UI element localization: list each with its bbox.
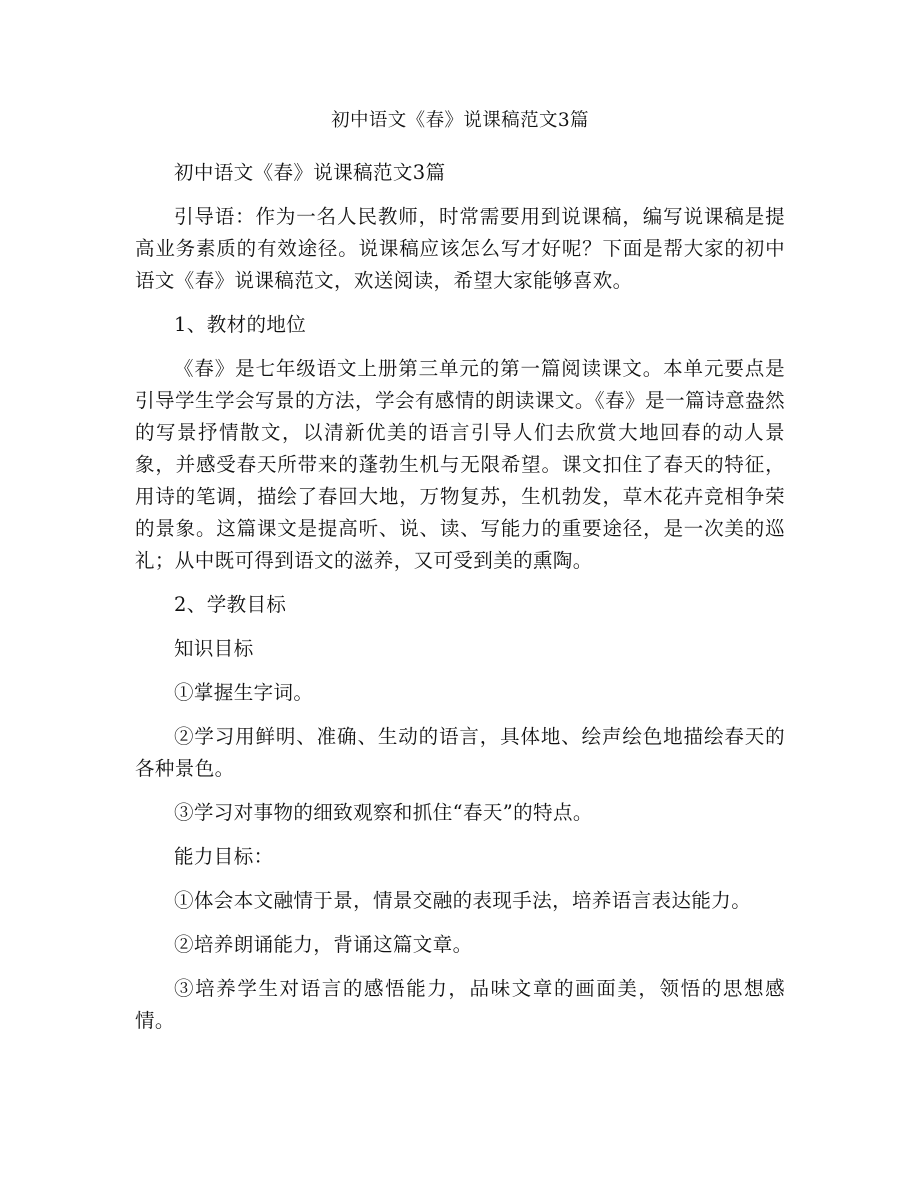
section-heading-2: 2、学教目标 — [174, 593, 287, 616]
knowledge-goal-item-2: ②学习用鲜明、准确、生动的语言，具体地、绘声绘色地描绘春天的各种景色。 — [135, 725, 785, 780]
subtitle-paragraph: 初中语文《春》说课稿范文3篇 — [174, 161, 446, 184]
ability-goal-item-2: ②培养朗诵能力，背诵这篇文章。 — [174, 933, 473, 956]
material-paragraph: 《春》是七年级语文上册第三单元的第一篇阅读课文。本单元要点是引导学生学会写景的方法，学会有感情的朗读课文。《春》是一篇诗意盎然的写景抒情散文，以清新优美的语言引导人们去欣赏大地回春的动人景象，并感受春天所带来的蓬勃生机与无限希望。课文扣住了春天的特征，用诗的笔调，描绘了春回大地，万物复苏，生机勃发，草木花卉竞相争荣的景象。这篇课文是提高听、说、读、写能力的重要途径，是一次美的巡礼；从中既可得到语文的滋养，又可受到美的熏陶。 — [135, 357, 785, 572]
ability-goal-heading: 能力目标： — [174, 845, 274, 868]
intro-paragraph: 引导语：作为一名人民教师，时常需要用到说课稿，编写说课稿是提高业务素质的有效途径。说课稿应该怎么写才好呢？下面是帮大家的初中语文《春》说课稿范文，欢送阅读，希望大家能够喜欢。 — [135, 205, 785, 292]
knowledge-goal-item-1: ①掌握生字词。 — [174, 681, 314, 704]
knowledge-goal-heading: 知识目标 — [174, 637, 254, 660]
knowledge-goal-item-3: ③学习对事物的细致观察和抓住“春天”的特点。 — [174, 801, 593, 824]
document-title: 初中语文《春》说课稿范文3篇 — [331, 110, 589, 131]
document-body — [135, 105, 785, 1049]
ability-goal-item-1: ①体会本文融情于景，情景交融的表现手法，培养语言表达能力。 — [174, 889, 752, 912]
ability-goal-item-3: ③培养学生对语言的感悟能力，品味文章的画面美，领悟的思想感情。 — [135, 977, 785, 1032]
section-heading-1: 1、教材的地位 — [174, 313, 307, 336]
